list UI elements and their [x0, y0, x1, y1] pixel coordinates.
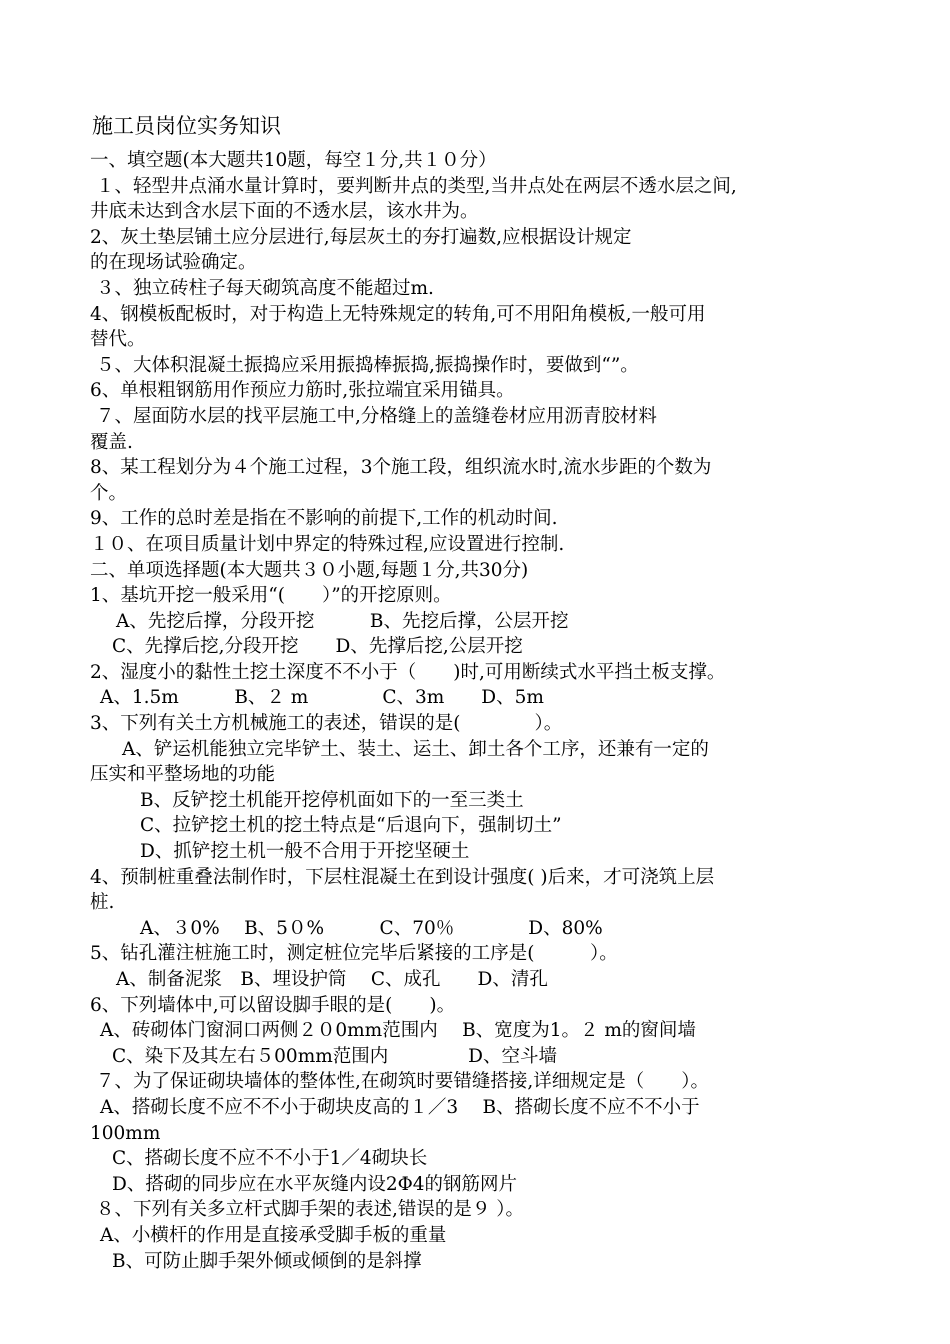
text-line: 100mm [90, 1122, 161, 1144]
text-line: ７、屋面防水层的找平层施工中,分格缝上的盖缝卷材应用沥青胶材料 [96, 405, 657, 427]
text-line: 井底未达到含水层下面的不透水层，该水井为。 [90, 201, 479, 223]
document-body [90, 148, 880, 1274]
text-line: ５、大体积混凝土振捣应采用振捣棒振捣,振捣操作时，要做到“”。 [96, 354, 639, 376]
text-line: 6、下列墙体中,可以留设脚手眼的是( )。 [90, 994, 456, 1016]
text-line: 压实和平整场地的功能 [90, 764, 276, 786]
text-line: A、小横杆的作用是直接承受脚手板的重量 [100, 1224, 447, 1246]
text-line: A、搭砌长度不应不不小于砌块皮高的１／3 B、搭砌长度不应不不小于 [100, 1096, 700, 1118]
text-line: 5、钻孔灌注桩施工时，测定桩位完毕后紧接的工序是( ）。 [90, 943, 618, 965]
text-line: 2、湿度小的黏性土挖土深度不不小于（ )时,可用断续式水平挡土板支撑。 [90, 661, 726, 683]
text-line: C、拉铲挖土机的挖土特点是“后退向下，强制切土” [140, 815, 562, 837]
text-line: A、先挖后撑，分段开挖 B、先挖后撑，公层开挖 [116, 610, 569, 632]
text-line: B、反铲挖土机能开挖停机面如下的一至三类土 [140, 789, 524, 811]
text-line: 4、预制桩重叠法制作时，下层柱混凝土在到设计强度( )后来，才可浇筑上层 [90, 866, 715, 888]
text-line: A、制备泥浆 B、埋设护筒 C、成孔 D、清孔 [116, 969, 548, 990]
text-line: 的在现场试验确定。 [90, 252, 257, 274]
text-line: 替代。 [90, 329, 146, 351]
text-line: A、铲运机能独立完毕铲土、装土、运土、卸土各个工序，还兼有一定的 [122, 738, 709, 760]
text-line: 8、某工程划分为４个施工过程，3个施工段，组织流水时,流水步距的个数为 [90, 457, 712, 479]
text-line: C、搭砌长度不应不不小于1／4砌块长 [112, 1148, 428, 1170]
text-line: C、先撑后挖,分段开挖 D、先撑后挖,公层开挖 [112, 636, 523, 658]
text-line: ８、下列有关多立杆式脚手架的表述,错误的是９ ）。 [96, 1199, 525, 1221]
text-line: D、抓铲挖土机一般不合用于开挖坚硬土 [140, 841, 470, 863]
text-line: 6、单根粗钢筋用作预应力筋时,张拉端宜采用锚具。 [90, 380, 515, 402]
text-line: １０、在项目质量计划中界定的特殊过程,应设置进行控制. [90, 533, 565, 555]
text-line: １、轻型井点涌水量计算时，要判断井点的类型,当井点处在两层不透水层之间, [96, 175, 737, 197]
text-line: 9、工作的总时差是指在不影响的前提下,工作的机动时间. [90, 508, 558, 530]
text-line: D、搭砌的同步应在水平灰缝内设2Φ4的钢筋网片 [112, 1173, 518, 1195]
text-line: A、1.5m B、２ m C、3m D、5m [100, 687, 544, 709]
text-line: A、砖砌体门窗洞口两侧２０0mm范围内 B、宽度为1。２ m的窗间墙 [100, 1020, 696, 1042]
page-title: 施工员岗位实务知识 [92, 114, 281, 138]
text-line: C、染下及其左右５00mm范围内 D、空斗墙 [112, 1045, 557, 1067]
text-line: ３、独立砖柱子每天砌筑高度不能超过m. [96, 277, 434, 299]
text-line: 1、基坑开挖一般采用“( ）”的开挖原则。 [90, 585, 452, 607]
text-line: 一、填空题(本大题共10题，每空１分,共１０分） [90, 150, 497, 171]
text-line: 覆盖. [90, 431, 133, 453]
text-line: 个。 [90, 482, 128, 504]
text-line: ７、为了保证砌块墙体的整体性,在砌筑时要错缝搭接,详细规定是（ ）。 [96, 1071, 710, 1093]
text-line: 2、灰土垫层铺土应分层进行,每层灰土的夯打遍数,应根据设计规定 [90, 226, 632, 248]
text-line: 4、钢模板配板时，对于构造上无特殊规定的转角,可不用阳角模板,一般可用 [90, 303, 706, 325]
text-line: B、可防止脚手架外倾或倾倒的是斜撑 [112, 1250, 422, 1272]
text-line: A、３0% B、5０% C、70％ D、80% [140, 917, 603, 939]
text-line: 3、下列有关土方机械施工的表述，错误的是( ）。 [90, 713, 563, 735]
text-line: 二、单项选择题(本大题共３０小题,每题１分,共30分) [90, 559, 529, 581]
text-line: 桩. [90, 892, 115, 914]
